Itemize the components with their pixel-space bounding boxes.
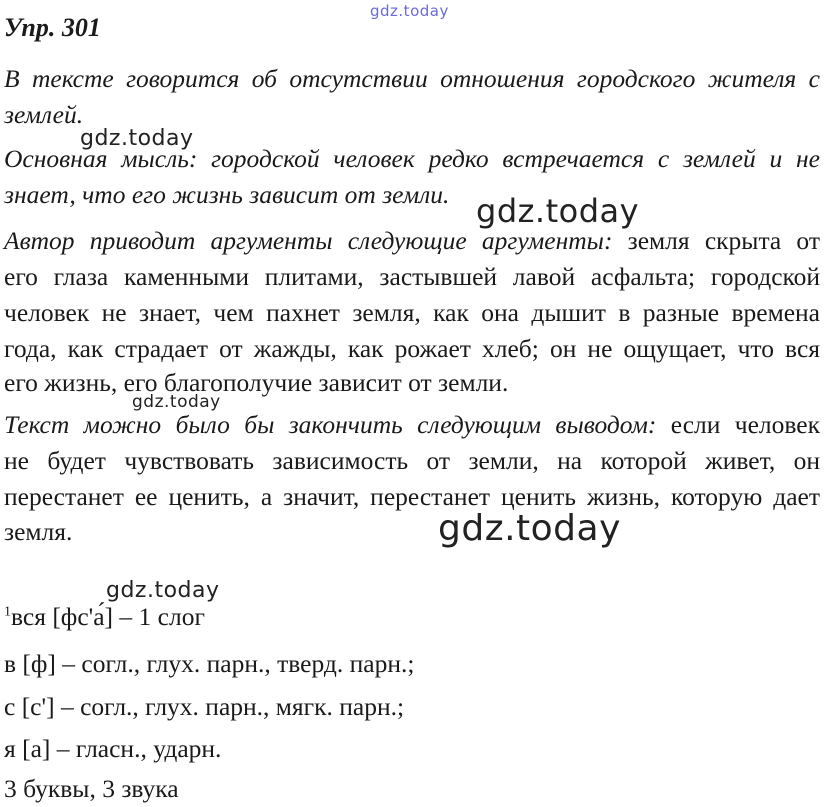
watermark-top: gdz.today bbox=[370, 2, 449, 20]
paragraph3-line1 bbox=[4, 226, 820, 256]
watermark-4: gdz.today bbox=[438, 508, 621, 549]
paragraph4-line1-rest: если человек bbox=[656, 410, 820, 439]
watermark-2: gdz.today bbox=[476, 192, 640, 230]
paragraph4-line1 bbox=[4, 410, 820, 440]
paragraph3-line4: года, как страдает от жажды, как рожает хлеб; он не ощущает, что вся bbox=[4, 334, 820, 363]
analysis-line1-text: вся [фс'а́] – 1 слог bbox=[11, 602, 205, 631]
paragraph3-line3: человек не знает, чем пахнет земля, как она дышит в разные времена bbox=[4, 298, 820, 327]
analysis-line3: с [с'] – согл., глух. парн., мягк. парн.; bbox=[4, 692, 405, 721]
paragraph4-lead: Текст можно было бы закончить следующим выводом: bbox=[4, 410, 657, 439]
paragraph3-line2: его глаза каменными плитами, застывшей лавой асфальта; городской bbox=[4, 262, 820, 291]
analysis-line1 bbox=[4, 602, 205, 632]
analysis-line5: 3 буквы, 3 звука bbox=[4, 774, 179, 803]
analysis-line2: в [ф] – согл., глух. парн., тверд. парн.; bbox=[4, 649, 415, 678]
watermark-1: gdz.today bbox=[80, 126, 194, 151]
paragraph2-line1: Основная мысль: городской человек редко встречается с землей и не bbox=[4, 144, 820, 173]
analysis-line4: я [а] – гласн., ударн. bbox=[4, 734, 222, 763]
paragraph3-line1-rest: земля скрыта от bbox=[612, 226, 820, 255]
exercise-title: Упр. 301 bbox=[4, 13, 101, 42]
page bbox=[4, 0, 820, 807]
paragraph4-line3: перестанет ее ценить, а значит, перестанет ценить жизнь, которую дает bbox=[4, 482, 820, 511]
paragraph3-line5: его жизнь, его благополучие зависит от земли. bbox=[4, 368, 509, 397]
watermark-3: gdz.today bbox=[132, 392, 221, 412]
paragraph2-line2: знает, что его жизнь зависит от земли. bbox=[4, 180, 450, 209]
paragraph3-lead: Автор приводит аргументы следующие аргументы: bbox=[4, 226, 613, 255]
footnote-marker: 1 bbox=[4, 604, 11, 620]
paragraph1-line1: В тексте говорится об отсутствии отношения городского жителя с bbox=[4, 64, 820, 93]
paragraph4-line2: не будет чувствовать зависимость от земли, на которой живет, он bbox=[4, 446, 820, 475]
paragraph1-line2: землей. bbox=[4, 100, 84, 129]
paragraph4-line4: земля. bbox=[4, 517, 73, 546]
watermark-5: gdz.today bbox=[106, 578, 220, 603]
